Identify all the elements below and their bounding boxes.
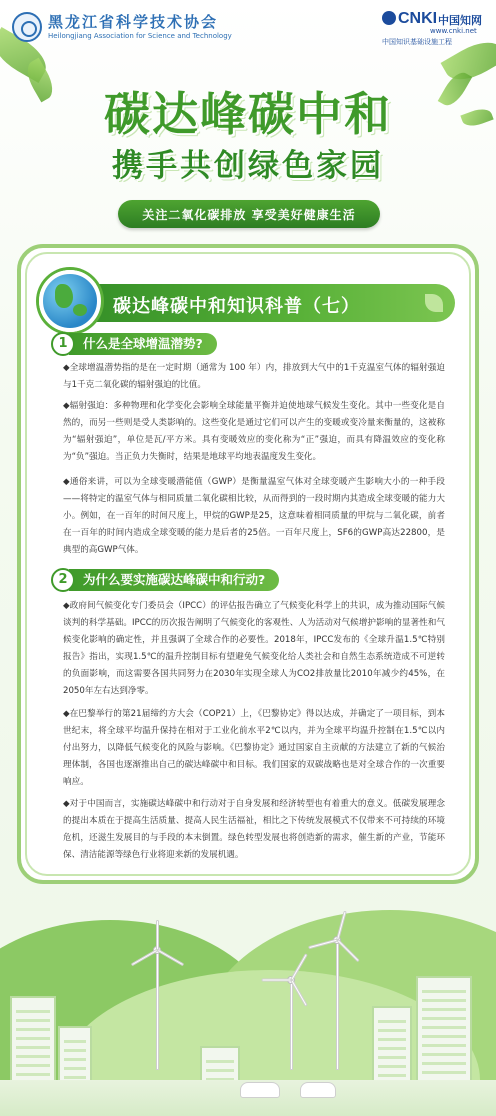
section-number: 1 [51, 332, 75, 356]
paragraph: ◆政府间气候变化专门委员会（IPCC）的评估报告确立了气候变化科学上的共识，成为推动国际气候谈判的科学基础。IPCC的历次报告阐明了气候变化的客观性、人为活动对气候增护影响的显著性和气候变化影响的确定性，并且强调了全球合作的必要性。2018年，IPCC发布的《全球升温1.5℃特别报告》指出，实现1.5℃的温升控制目标有望避免气候变化给人类社会和自然生态系统造成不可逆转的负面影响，而这需要各国共同努力在2030年实现全球人为CO2排放量比2010年减少约45%，在2050年左右达到净零。 [63, 601, 445, 696]
section-title: 什么是全球增温潜势? [83, 336, 203, 351]
sub-title: 携手共创绿色家园 [112, 148, 384, 184]
org-name: 黑龙江省科学技术协会 [48, 13, 219, 31]
paragraph: ◆全球增温潜势指的是在一定时期（通常为 100 年）内，排放到大气中的1千克温室气体的辐射强迫与1千克二氧化碳的辐射强迫的比值。 [63, 363, 445, 390]
paragraph: ◆辐射强迫：多种物理和化学变化会影响全球能量平衡并迫使地球气候发生变化。其中一些变化是自然的，而另一些则是受人类影响的。这些变化是通过它们可以产生的变暖或变冷量来衡量的，这被称为“辐射强迫”，单位是瓦/平方米。具有变暖效应的变化称为“正”强迫，而具有降温效应的变化称为“负”强迫。当正负力失衡时，结果是地球平均地表温度发生变化。 [63, 401, 445, 462]
paragraph: ◆通俗来讲，可以为全球变暖潜能值（GWP）是衡量温室气体对全球变暖产生影响大小的一种手段——将特定的温室气体与相同质量二氧化碳相比较，从而得到的一段时期内其造成全球变暖的能力大小。例如，在一百年的时间尺度上，甲烷的GWP是25，这意味着相同质量的甲烷与二氧化碳，前者在一百年的时间内造成全球变暖的能力是后者的25倍。一百年尺度上，SF6的GWP高达22800，是典型的高GWP气体。 [63, 477, 445, 555]
city-scene [0, 880, 496, 1116]
cnki-logo-icon: CNKI [382, 10, 437, 28]
globe-icon [39, 270, 101, 332]
slogan-bar [118, 200, 380, 228]
section-title-bar [69, 569, 279, 591]
paragraph: ◆在巴黎举行的第21届缔约方大会（COP21）上，《巴黎协定》得以达成，并确定了一项目标，到本世纪末，将全球平均温升保持在相对于工业化前水平2℃以内，并为全球平均温升控制在1.5℃以内付出努力，以降低气候变化的风险与影响。《巴黎协定》通过国家自主贡献的方法建立了新的气候治理体制，各国也逐渐推出自己的碳达峰碳中和目标。我们国家的双碳战略也是对全球合作的一次重要响应。 [63, 709, 445, 787]
org-name-en: Heilongjiang Association for Science and Technology [48, 32, 232, 40]
banner-title: 碳达峰碳中和知识科普（七） [113, 296, 360, 317]
car-icon [300, 1082, 336, 1098]
leaf-icon [425, 294, 443, 312]
section-title-bar [69, 333, 217, 355]
org-logo-icon [12, 12, 42, 42]
header [8, 8, 488, 48]
cnki-logo [382, 10, 482, 46]
cnki-url: www.cnki.net [430, 27, 477, 35]
content-card [17, 244, 479, 884]
cnki-name: 中国知网 [438, 14, 482, 27]
section-number: 2 [51, 568, 75, 592]
car-icon [240, 1082, 280, 1098]
cnki-subtitle: 中国知识基础设施工程 [382, 38, 452, 46]
main-title: 碳达峰碳中和 [104, 87, 392, 141]
slogan-text: 关注二氧化碳排放 享受美好健康生活 [142, 208, 356, 222]
section-title: 为什么要实施碳达峰碳中和行动? [83, 572, 266, 587]
paragraph: ◆对于中国而言，实施碳达峰碳中和行动对于自身发展和经济转型也有着重大的意义。低碳发展理念的提出本质在于提高生活质量、提高人民生活福祉，相比之下传统发展模式不仅带来不可持续的环境危机，还滋生发展目的与手段的本末倒置。绿色转型发展也将创造新的需求，催生新的产业，节能环保、清洁能源等绿色行业将迎来新的发展机遇。 [63, 799, 445, 860]
topic-banner [51, 284, 455, 322]
